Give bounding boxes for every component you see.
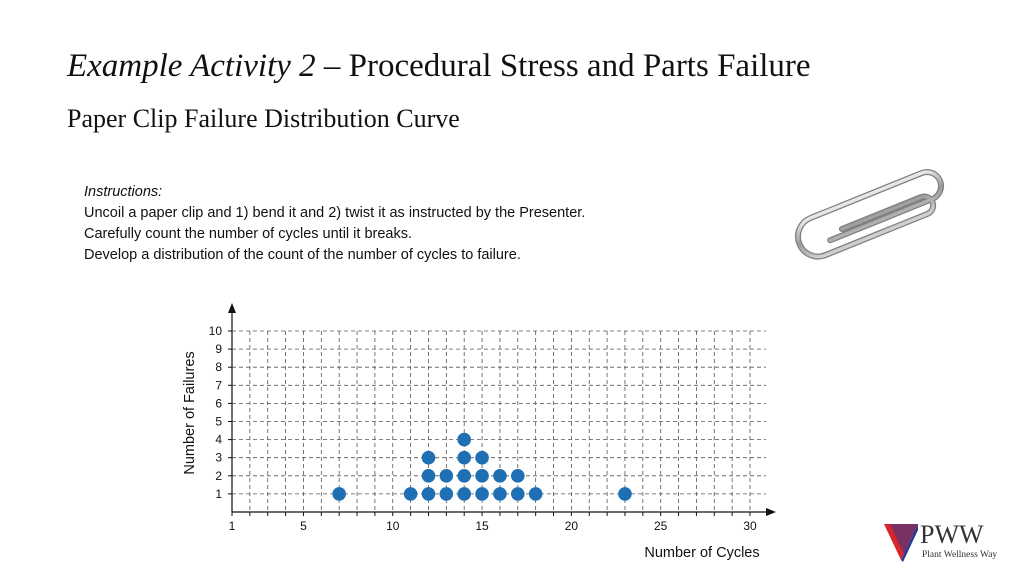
- slide-title-italic: Example Activity 2: [67, 48, 316, 84]
- y-axis-arrow: [228, 303, 236, 313]
- x-tick-label: 25: [654, 519, 668, 533]
- logo-tagline: Plant Wellness Way: [922, 550, 998, 560]
- y-tick-label: 9: [215, 342, 222, 357]
- data-point: [475, 469, 489, 483]
- x-axis-label: Number of Cycles: [644, 545, 760, 561]
- data-point: [511, 469, 525, 483]
- y-axis-label: Number of Failures: [182, 351, 198, 475]
- chart-tick-labels: [209, 324, 757, 533]
- chart-axes: [228, 303, 776, 516]
- slide-subtitle: Paper Clip Failure Distribution Curve: [67, 104, 460, 133]
- data-point: [440, 469, 454, 483]
- y-tick-label: 1: [215, 486, 222, 501]
- y-tick-label: 8: [215, 360, 222, 375]
- x-tick-label: 5: [300, 519, 307, 533]
- data-point: [475, 487, 489, 501]
- x-tick-label: 30: [743, 519, 757, 533]
- data-point: [457, 487, 471, 501]
- instruction-line-1: Uncoil a paper clip and 1) bend it and 2) twist it as instructed by the Presenter.: [84, 205, 586, 221]
- data-point: [332, 487, 346, 501]
- data-point: [457, 451, 471, 465]
- y-tick-label: 6: [215, 396, 222, 411]
- data-point: [422, 469, 436, 483]
- data-point: [475, 451, 489, 465]
- pww-logo: [884, 520, 1014, 564]
- data-point: [493, 487, 507, 501]
- y-tick-label: 2: [215, 468, 222, 483]
- x-tick-label: 1: [228, 519, 236, 533]
- instructions-heading: Instructions:: [84, 184, 163, 200]
- logo-name: PWW: [920, 520, 984, 549]
- x-tick-label: 15: [475, 519, 489, 533]
- data-point: [493, 469, 507, 483]
- chart-grid: [232, 331, 766, 512]
- y-tick-label: 5: [215, 414, 222, 429]
- instruction-line-3: Develop a distribution of the count of the number of cycles to failure.: [84, 247, 521, 263]
- y-tick-label: 3: [215, 450, 222, 465]
- pww-logo-mark-icon: [884, 524, 918, 562]
- y-tick-label: 4: [215, 432, 222, 447]
- data-point: [457, 433, 471, 447]
- slide-title-rest: – Procedural Stress and Parts Failure: [315, 48, 811, 84]
- data-point: [440, 487, 454, 501]
- data-point: [618, 487, 632, 501]
- data-point: [422, 451, 436, 465]
- instruction-line-2: Carefully count the number of cycles until it breaks.: [84, 226, 413, 242]
- data-point: [529, 487, 543, 501]
- y-tick-label: 7: [215, 378, 222, 393]
- x-tick-label: 20: [564, 519, 579, 533]
- data-point: [404, 487, 418, 501]
- data-point: [511, 487, 525, 501]
- data-point: [422, 487, 436, 501]
- data-point: [457, 469, 471, 483]
- x-axis-arrow: [766, 508, 776, 516]
- x-tick-label: 10: [386, 519, 400, 533]
- y-tick-label: 10: [208, 324, 222, 338]
